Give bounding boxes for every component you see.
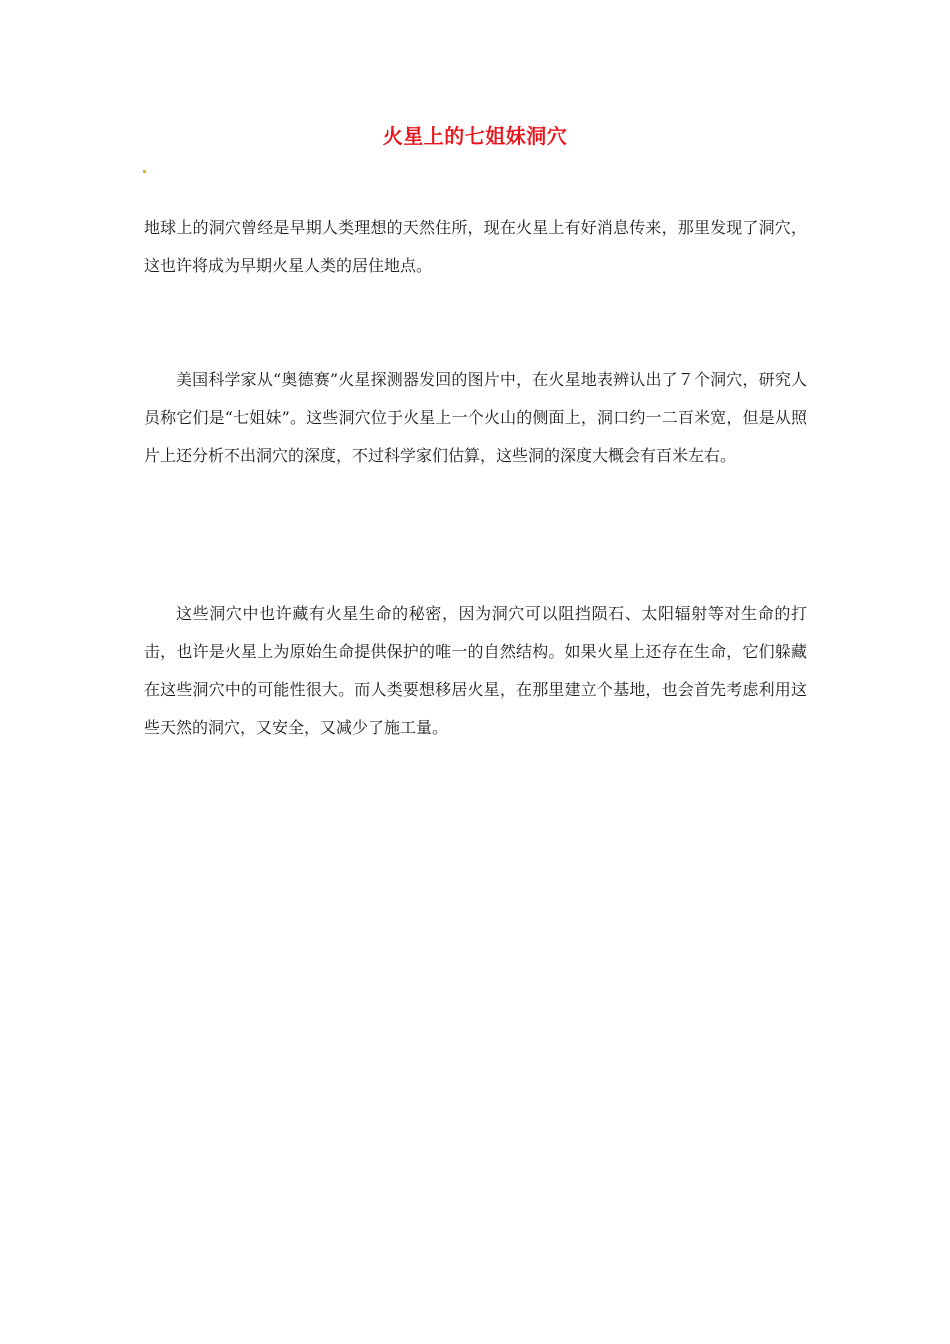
paragraph-1: 地球上的洞穴曾经是早期人类理想的天然住所，现在火星上有好消息传来，那里发现了洞穴，这也许将成为早期火星人类的居住地点。 xyxy=(144,218,807,275)
decorative-mark xyxy=(143,170,146,173)
document-title: 火星上的七姐妹洞穴 xyxy=(382,124,568,148)
paragraph-3: 这些洞穴中也许藏有火星生命的秘密，因为洞穴可以阻挡陨石、太阳辐射等对生命的打击，也许是火星上为原始生命提供保护的唯一的自然结构。如果火星上还存在生命，它们躲藏在这些洞穴中的可能性很大。而人类要想移居火星，在那里建立个基地，也会首先考虑利用这些天然的洞穴，又安全，又减少了施工量。 xyxy=(144,604,807,737)
paragraph-2: 美国科学家从“奥德赛”火星探测器发回的图片中，在火星地表辨认出了７个洞穴，研究人员称它们是“七姐妹”。这些洞穴位于火星上一个火山的侧面上，洞口约一二百米宽，但是从照片上还分析不出洞穴的深度，不过科学家们估算，这些洞的深度大概会有百米左右。 xyxy=(144,370,807,465)
